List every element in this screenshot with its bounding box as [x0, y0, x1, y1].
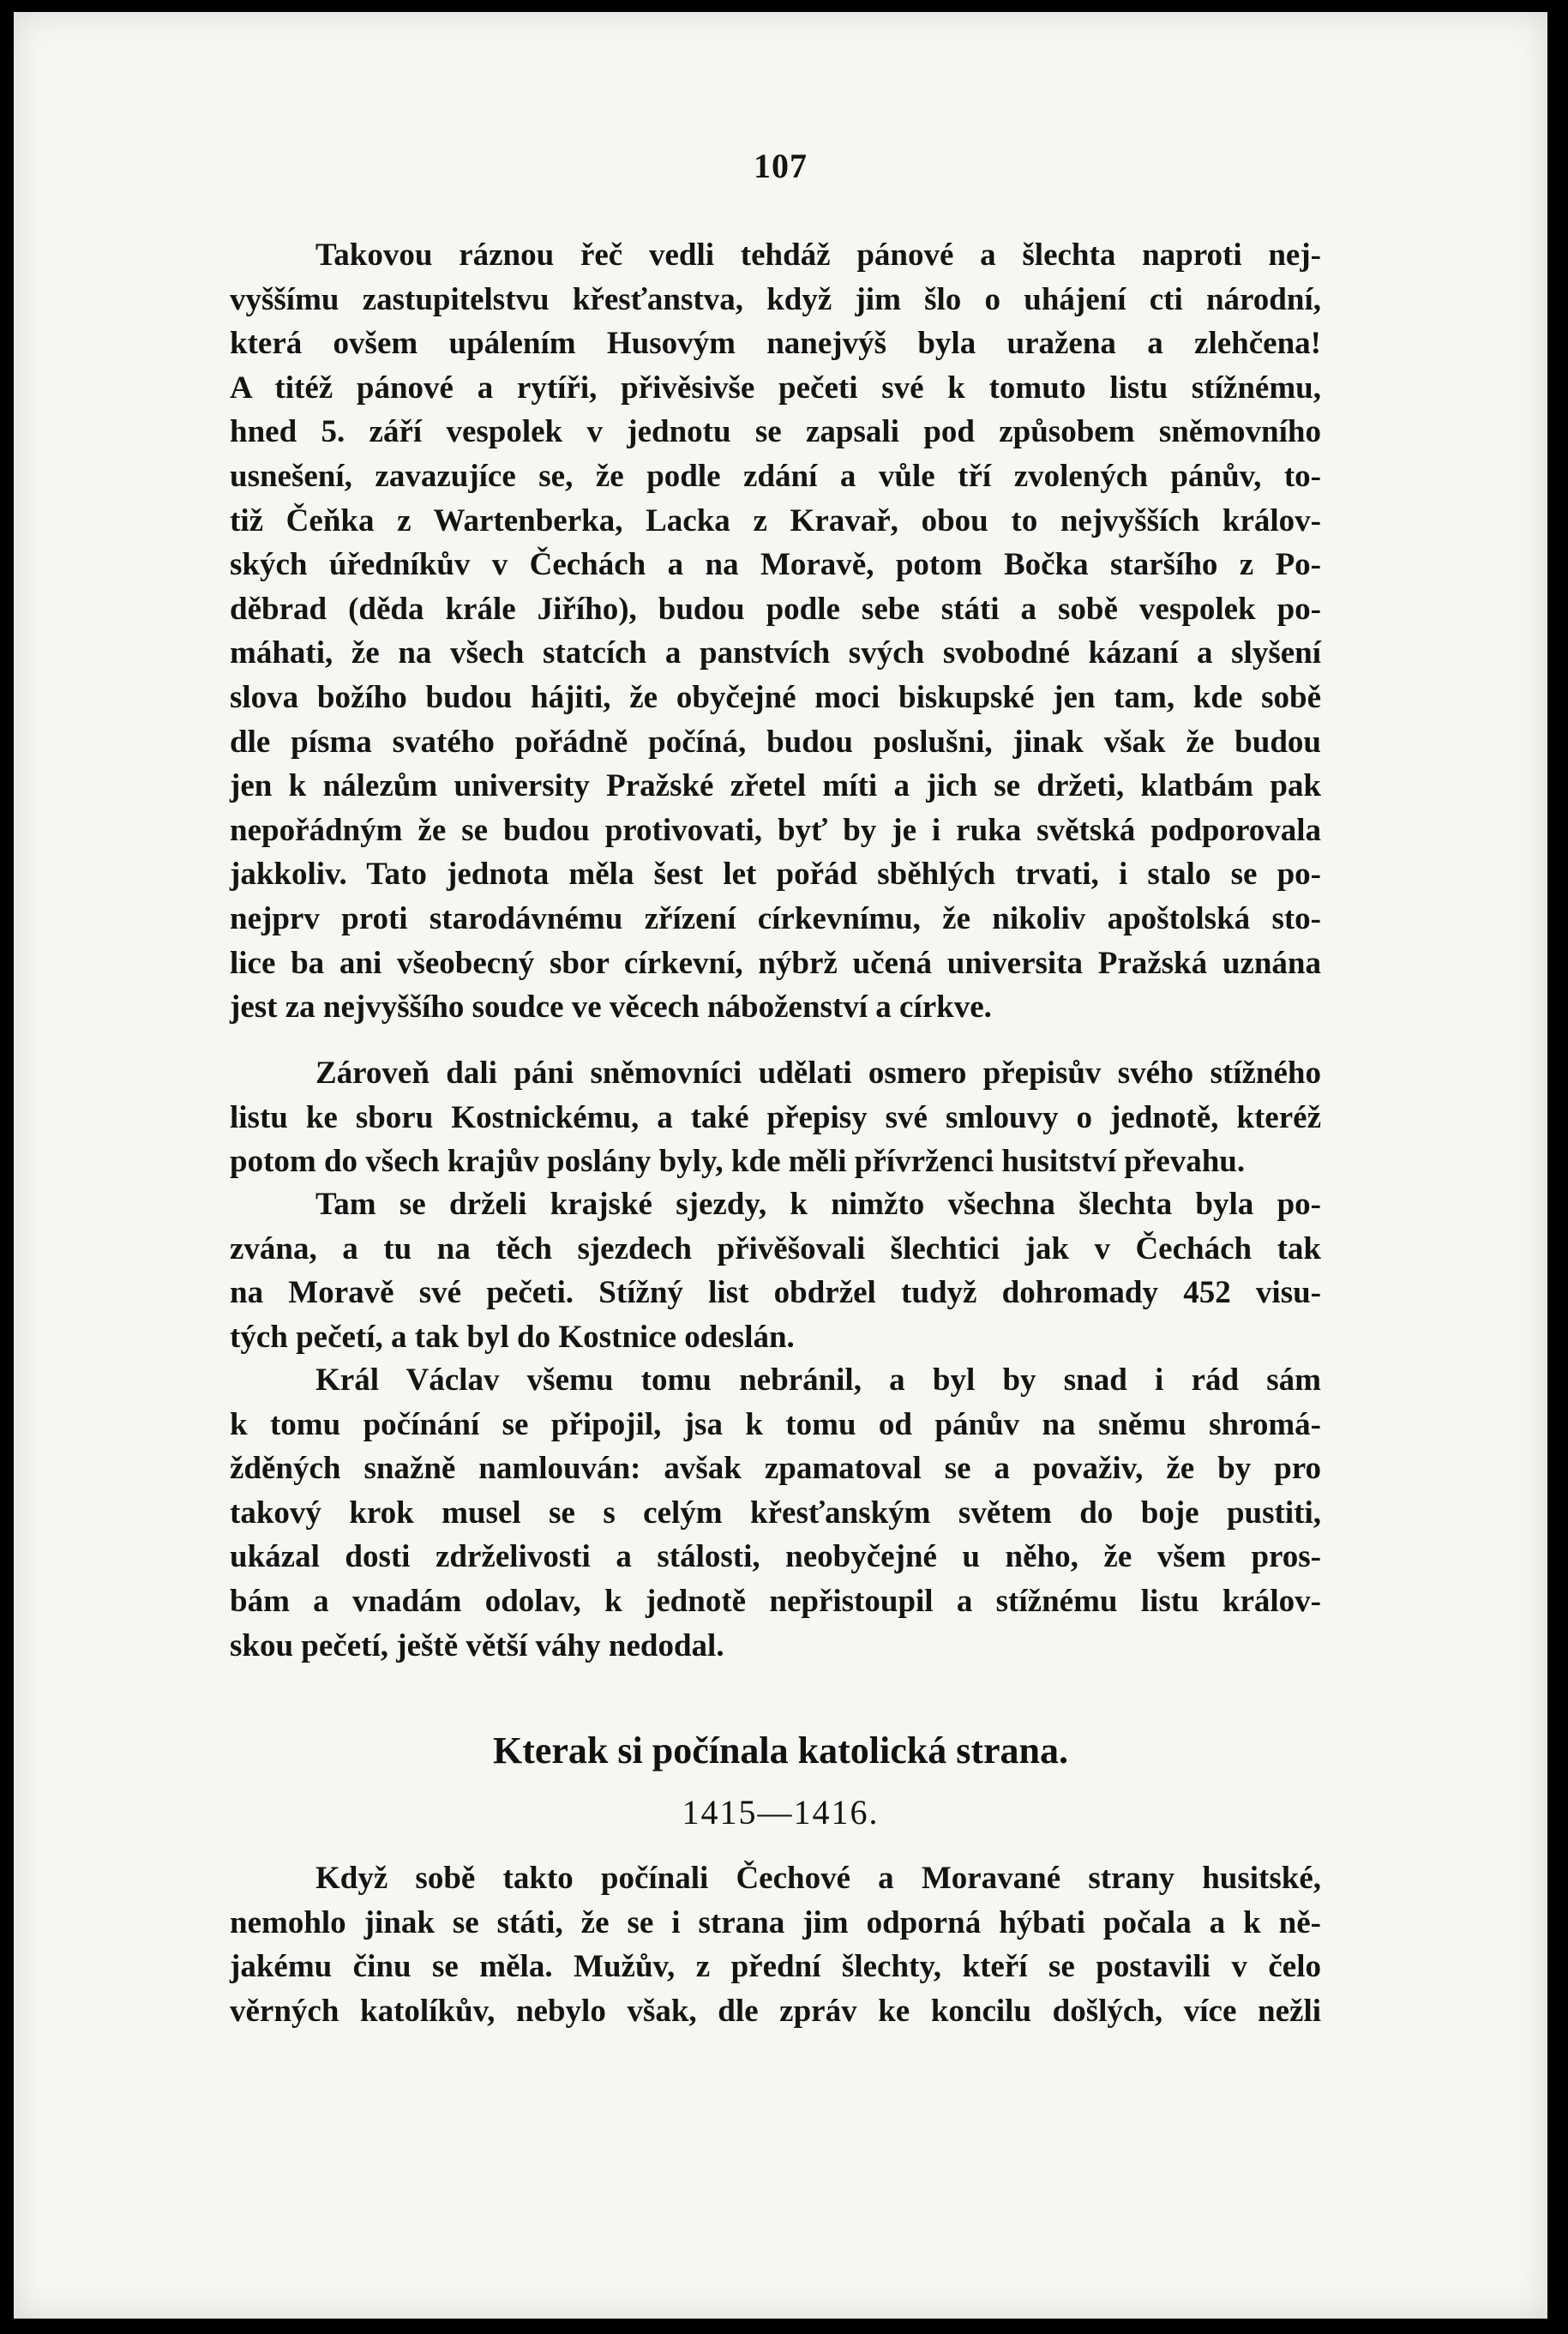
section-paragraph	[230, 1856, 1321, 2033]
text-line: Když sobě takto počínali Čechové a Moravané strany husitské,	[315, 1861, 1321, 1896]
text-line: děbrad (děda krále Jiřího), budou podle sebe státi a sobě vespolek po-	[230, 591, 1321, 627]
text-line: ukázal dosti zdrželivosti a stálosti, neobyčejné u něho, že všem pros-	[230, 1539, 1321, 1575]
text-line: jakému činu se měla. Mužův, z přední šlechty, kteří se postavili v čelo	[230, 1949, 1321, 1985]
section-years: 1415—1416.	[682, 1793, 880, 1832]
text-line: lice ba ani všeobecný sbor církevní, nýbrž učená universita Pražská uznána	[230, 945, 1321, 981]
text-line: zvána, a tu na těch sjezdech přivěšovali šlechtici jak v Čechách tak	[230, 1230, 1321, 1266]
text-line: listu ke sboru Kostnickému, a také přepisy své smlouvy o jednotě, kteréž	[230, 1099, 1321, 1135]
text-line: vyššímu zastupitelstvu křesťanstva, když jim šlo o uhájení cti národní,	[230, 281, 1321, 317]
text-line: k tomu počínání se připojil, jsa k tomu od pánův na sněmu shromá-	[230, 1406, 1321, 1442]
text-line: jest za nejvyššího soudce ve věcech náboženství a církve.	[230, 990, 992, 1026]
text-line: A titéž pánové a rytíři, přivěsivše pečeti své k tomuto listu stížnému,	[230, 370, 1321, 406]
text-line: Král Václav všemu tomu nebránil, a byl by snad i rád sám	[315, 1363, 1321, 1398]
text-line: bám a vnadám odolav, k jednotě nepřistoupil a stížnému listu králov-	[230, 1583, 1321, 1619]
text-line: nemohlo jinak se státi, že se i strana jim odporná hýbati počala a k ně-	[230, 1904, 1321, 1940]
text-line: dle písma svatého pořádně počíná, budou poslušni, jinak však že budou	[230, 724, 1321, 760]
text-line: která ovšem upálením Husovým nanejvýš byla uražena a zlehčena!	[230, 326, 1321, 362]
text-line: jen k nálezům university Pražské zřetel míti a jich se držeti, klatbám pak	[230, 768, 1321, 804]
text-line: věrných katolíkův, nebylo však, dle zpráv ke koncilu došlých, více nežli	[230, 1993, 1321, 2029]
text-line: žděných snažně namlouván: avšak zpamatoval se a považiv, že by pro	[230, 1451, 1321, 1487]
section-heading: Kterak si počínala katolická strana.	[492, 1729, 1069, 1772]
text-line: Takovou ráznou řeč vedli tehdáž pánové a šlechta naproti nej-	[315, 238, 1321, 273]
paragraph-2	[230, 1051, 1321, 1184]
page-sheet	[14, 12, 1547, 2319]
text-line: Zároveň dali páni sněmovníci udělati osmero přepisův svého stížného	[315, 1056, 1321, 1091]
text-line: takový krok musel se s celým křesťanským světem do boje pustiti,	[230, 1495, 1321, 1531]
text-line: jakkoliv. Tato jednota měla šest let pořád sběhlých trvati, i stalo se po-	[230, 857, 1321, 893]
text-line: tých pečetí, a tak byl do Kostnice odeslán.	[230, 1319, 795, 1355]
paragraph-4	[230, 1358, 1321, 1668]
text-line: slova božího budou hájiti, že obyčejné moci biskupské jen tam, kde sobě	[230, 679, 1321, 715]
text-line: ských úředníkův v Čechách a na Moravě, potom Bočka staršího z Po-	[230, 547, 1321, 583]
text-line: tiž Čeňka z Wartenberka, Lacka z Kravař, obou to nejvyšších králov-	[230, 502, 1321, 538]
text-line: máhati, že na všech statcích a panstvích svých svobodné kázaní a slyšení	[230, 635, 1321, 671]
text-line: hned 5. září vespolek v jednotu se zapsali pod způsobem sněmovního	[230, 414, 1321, 450]
page-number: 107	[754, 147, 808, 185]
paragraph-1	[230, 233, 1321, 1030]
text-line: skou pečetí, ještě větší váhy nedodal.	[230, 1627, 724, 1663]
text-line: nepořádným že se budou protivovati, byť by je i ruka světská podporovala	[230, 812, 1321, 848]
text-line: nejprv proti starodávnému zřízení církevnímu, že nikoliv apoštolská sto-	[230, 900, 1321, 936]
text-line: Tam se drželi krajské sjezdy, k nimžto všechna šlechta byla po-	[315, 1187, 1321, 1222]
text-line: usnešení, zavazujíce se, že podle zdání a vůle tří zvolených pánův, to-	[230, 458, 1321, 494]
text-line: na Moravě své pečeti. Stížný list obdržel tudyž dohromady 452 visu-	[230, 1275, 1321, 1311]
text-line: potom do všech krajův poslány byly, kde měli přívrženci husitství převahu.	[230, 1144, 1246, 1180]
paragraph-3	[230, 1182, 1321, 1359]
